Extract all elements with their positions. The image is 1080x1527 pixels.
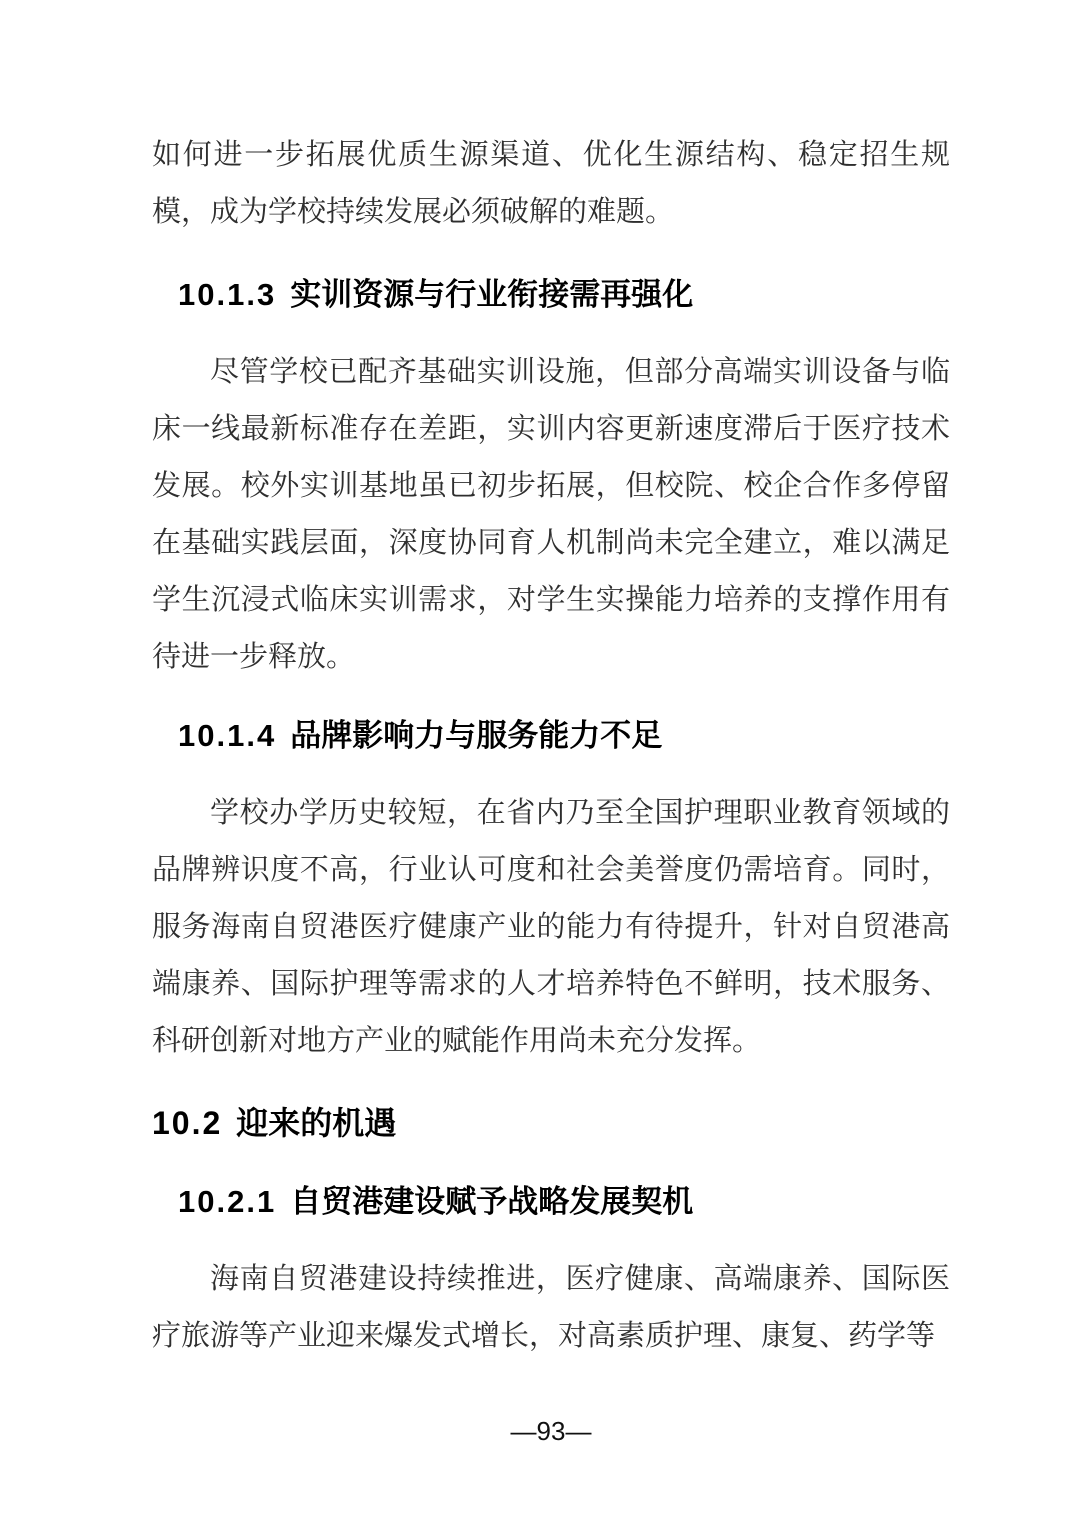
heading-title: 自贸港建设赋予战略发展契机: [290, 1184, 694, 1219]
heading-10-1-3: [178, 273, 950, 317]
paragraph-10-2-1: 海南自贸港建设持续推进，医疗健康、高端康养、国际医疗旅游等产业迎来爆发式增长，对高素质护理、康复、药学等: [152, 1263, 950, 1352]
heading-number: 10.2.1: [178, 1184, 277, 1219]
heading-10-2: [152, 1100, 950, 1146]
paragraph-continuation: 如何进一步拓展优质生源渠道、优化生源结构、稳定招生规模，成为学校持续发展必须破解的难题。: [152, 139, 950, 228]
heading-title: 品牌影响力与服务能力不足: [290, 718, 663, 753]
heading-10-2-1: [178, 1180, 950, 1224]
paragraph-10-1-3: 尽管学校已配齐基础实训设施，但部分高端实训设备与临床一线最新标准存在差距，实训内容更新速度滞后于医疗技术发展。校外实训基地虽已初步拓展，但校院、校企合作多停留在基础实践层面，深度协同育人机制尚未完全建立，难以满足学生沉浸式临床实训需求，对学生实操能力培养的支撑作用有待进一步释放。: [152, 356, 950, 673]
page-number: —93—: [510, 1416, 592, 1446]
page-footer: [152, 1415, 950, 1447]
paragraph-10-1-4: 学校办学历史较短，在省内乃至全国护理职业教育领域的品牌辨识度不高，行业认可度和社会美誉度仍需培育。同时，服务海南自贸港医疗健康产业的能力有待提升，针对自贸港高端康养、国际护理等需求的人才培养特色不鲜明，技术服务、科研创新对地方产业的赋能作用尚未充分发挥。: [152, 797, 950, 1057]
heading-number: 10.1.4: [178, 718, 277, 753]
heading-10-1-4: [178, 714, 950, 758]
heading-number: 10.1.3: [178, 277, 277, 312]
heading-title: 实训资源与行业衔接需再强化: [290, 277, 694, 312]
heading-number: 10.2: [152, 1105, 223, 1141]
heading-title: 迎来的机遇: [236, 1105, 397, 1141]
